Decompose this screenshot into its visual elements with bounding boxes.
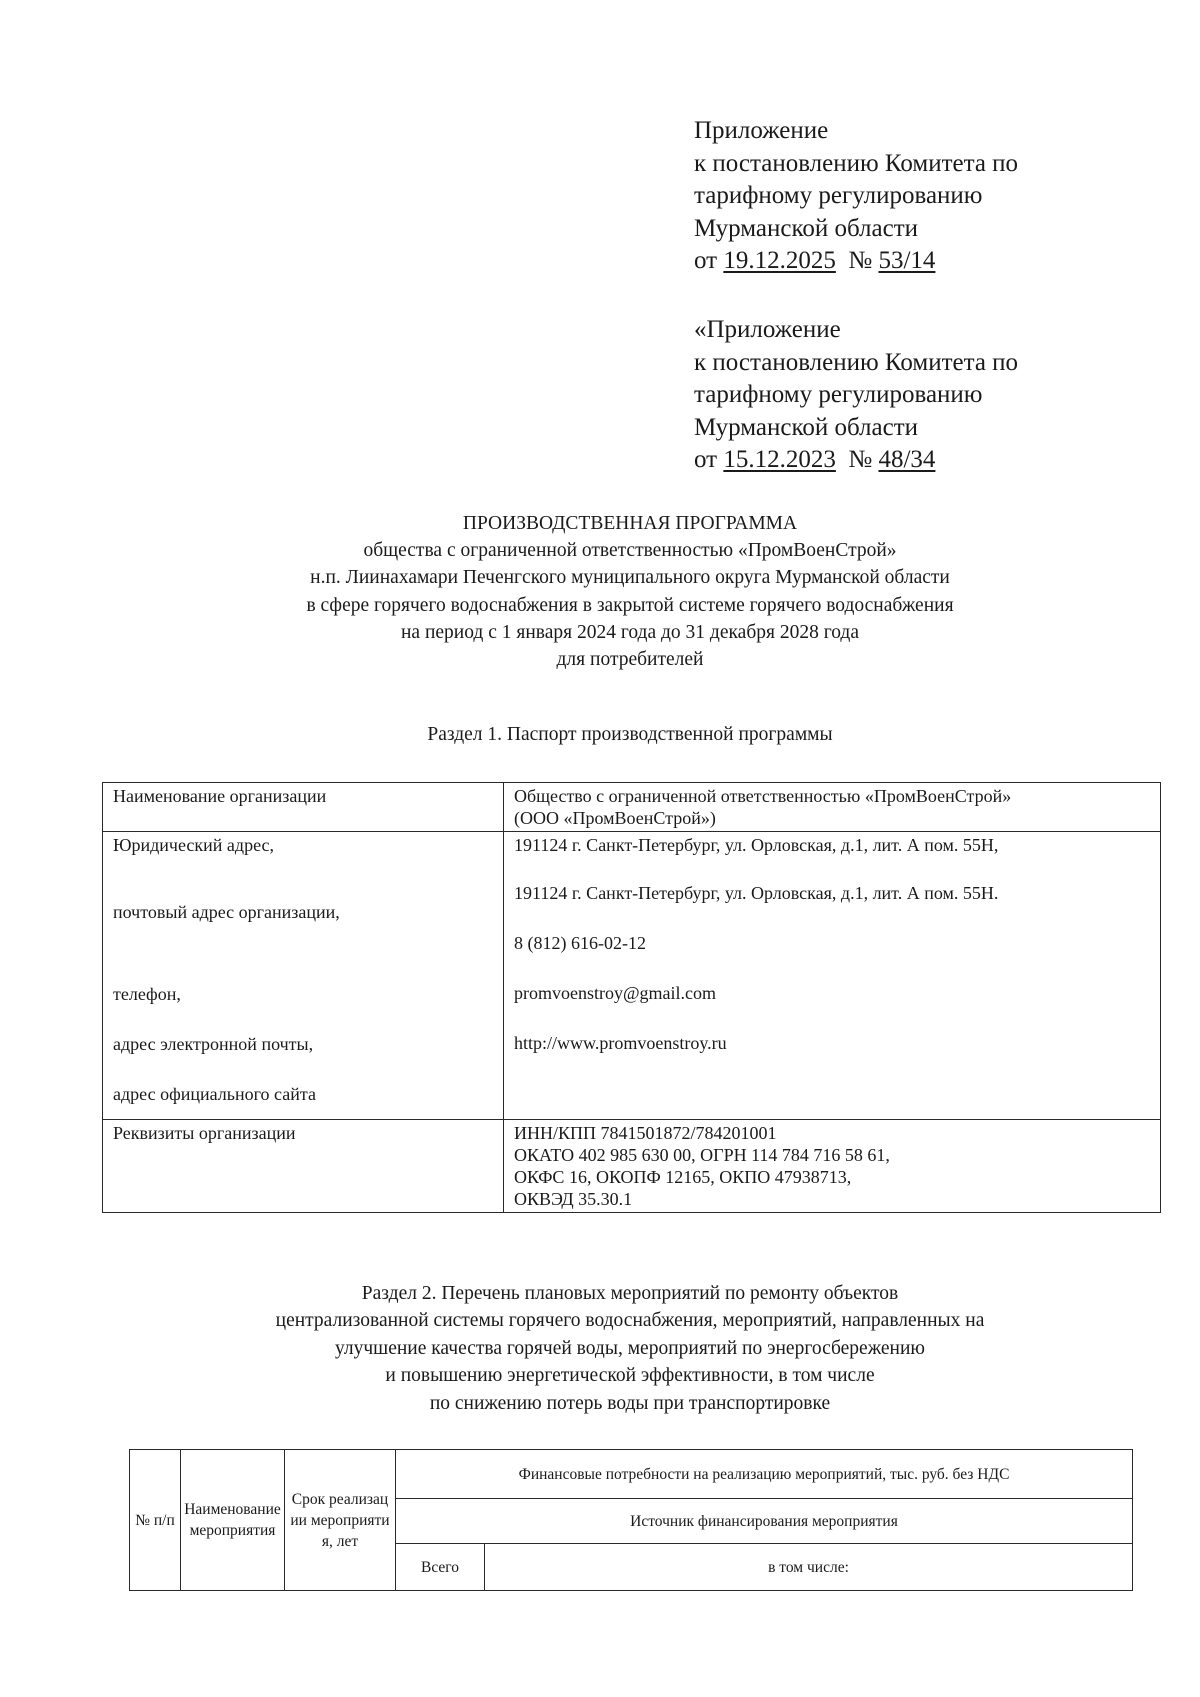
section2-line1: Раздел 2. Перечень плановых мероприятий по ремонту объектов (361, 1283, 899, 1304)
annex-previous-date: 15.12.2023 (723, 446, 836, 473)
requisites-okfs: ОКФС 16, ОКОПФ 12165, ОКПО 47938713, (514, 1167, 852, 1187)
section2-line4: и повышению энергетической эффективности, в том числе (385, 1365, 875, 1387)
postal-address-value: 191124 г. Санкт-Петербург, ул. Орловская, д.1, лит. А пом. 55Н. (514, 883, 999, 903)
table-row (103, 783, 1161, 832)
annex-previous-number-prefix: № (848, 446, 879, 473)
col-finance-header: Финансовые потребности на реализацию мероприятий, тыс. руб. без НДС (396, 1450, 1133, 1499)
legal-address-label: Юридический адрес, (113, 835, 274, 855)
program-title-line2: общества с ограниченной ответственностью «ПромВоенСтрой» (363, 540, 897, 562)
program-heading: ПРОИЗВОДСТВЕННАЯ ПРОГРАММА (462, 513, 798, 534)
col-name-header: Наименование мероприятия (181, 1450, 285, 1591)
col-number-header: № п/п (130, 1450, 181, 1591)
annex-current-line1: Приложение (694, 117, 829, 144)
table-row (103, 832, 1161, 1120)
org-name-short: (ООО «ПромВоенСтрой») (514, 808, 716, 828)
table-row (130, 1450, 1133, 1499)
site-label: адрес официального сайта (113, 1084, 316, 1104)
program-title (100, 510, 1160, 673)
annex-previous (694, 314, 1018, 477)
requisites-value (504, 1120, 1161, 1213)
org-name-value (504, 783, 1161, 832)
annex-current (694, 115, 1018, 278)
legal-address-value: 191124 г. Санкт-Петербург, ул. Орловская, д.1, лит. А пом. 55Н, (514, 835, 999, 855)
phone-label: телефон, (113, 984, 181, 1004)
org-name-full: Общество с ограниченной ответственностью «ПромВоенСтрой» (514, 786, 1012, 806)
requisites-okato: ОКАТО 402 985 630 00, ОГРН 114 784 716 58 61, (514, 1145, 890, 1165)
email-label: адрес электронной почты, (113, 1034, 314, 1054)
postal-address-label: почтовый адрес организации, (113, 902, 340, 922)
annex-previous-line1: «Приложение (694, 316, 841, 343)
annex-current-line2: к постановлению Комитета по (694, 149, 1019, 177)
passport-table (102, 782, 1161, 1213)
annex-previous-number: 48/34 (878, 446, 936, 473)
plan-table (129, 1449, 1133, 1591)
requisites-inn: ИНН/КПП 7841501872/784201001 (514, 1123, 777, 1143)
annex-current-date-prefix: от (694, 247, 724, 274)
section2-line3: улучшение качества горячей воды, мероприятий по энергосбережению (335, 1337, 925, 1359)
col-including-header: в том числе: (485, 1544, 1133, 1591)
program-title-line4: в сфере горячего водоснабжения в закрытой системе горячего водоснабжения (306, 594, 954, 616)
col-source-header: Источник финансирования мероприятия (396, 1499, 1133, 1544)
col-total-header: Всего (396, 1544, 485, 1591)
program-title-line6: для потребителей (556, 649, 704, 671)
contacts-values (504, 832, 1161, 1120)
requisites-okved: ОКВЭД 35.30.1 (514, 1189, 633, 1209)
annex-previous-date-line (694, 444, 1018, 477)
org-name-label: Наименование организации (103, 783, 504, 832)
annex-previous-date-prefix: от (694, 446, 724, 473)
annex-current-date-line (694, 245, 1018, 278)
annex-current-date: 19.12.2025 (723, 247, 836, 274)
requisites-label: Реквизиты организации (103, 1120, 504, 1213)
email-value[interactable]: promvoenstroy@gmail.com (514, 983, 717, 1003)
phone-value: 8 (812) 616-02-12 (514, 933, 646, 953)
section2-line2: централизованной системы горячего водоснабжения, мероприятий, направленных на (275, 1310, 985, 1332)
program-title-line5: на период с 1 января 2024 года до 31 декабря 2028 года (400, 621, 859, 643)
contacts-labels (103, 832, 504, 1120)
annex-current-number-prefix: № (848, 247, 879, 274)
annex-current-line4: Мурманской области (694, 214, 919, 242)
site-value[interactable]: http://www.promvoenstroy.ru (514, 1033, 727, 1053)
annex-previous-line3: тарифному регулированию (694, 381, 983, 408)
col-term-header: Срок реализации мероприятия, лет (285, 1450, 396, 1591)
annex-previous-line2: к постановлению Комитета по (694, 348, 1019, 376)
annex-current-line3: тарифному регулированию (694, 182, 983, 209)
table-row (103, 1120, 1161, 1213)
annex-previous-line4: Мурманской области (694, 413, 919, 441)
section2-line5: по снижению потерь воды при транспортировке (429, 1392, 831, 1414)
section2-title (100, 1280, 1160, 1417)
section1-title: Раздел 1. Паспорт производственной программы (427, 724, 833, 745)
program-title-line3: н.п. Лиинахамари Печенгского муниципального округа Мурманской области (310, 567, 950, 589)
annex-current-number: 53/14 (878, 247, 936, 274)
